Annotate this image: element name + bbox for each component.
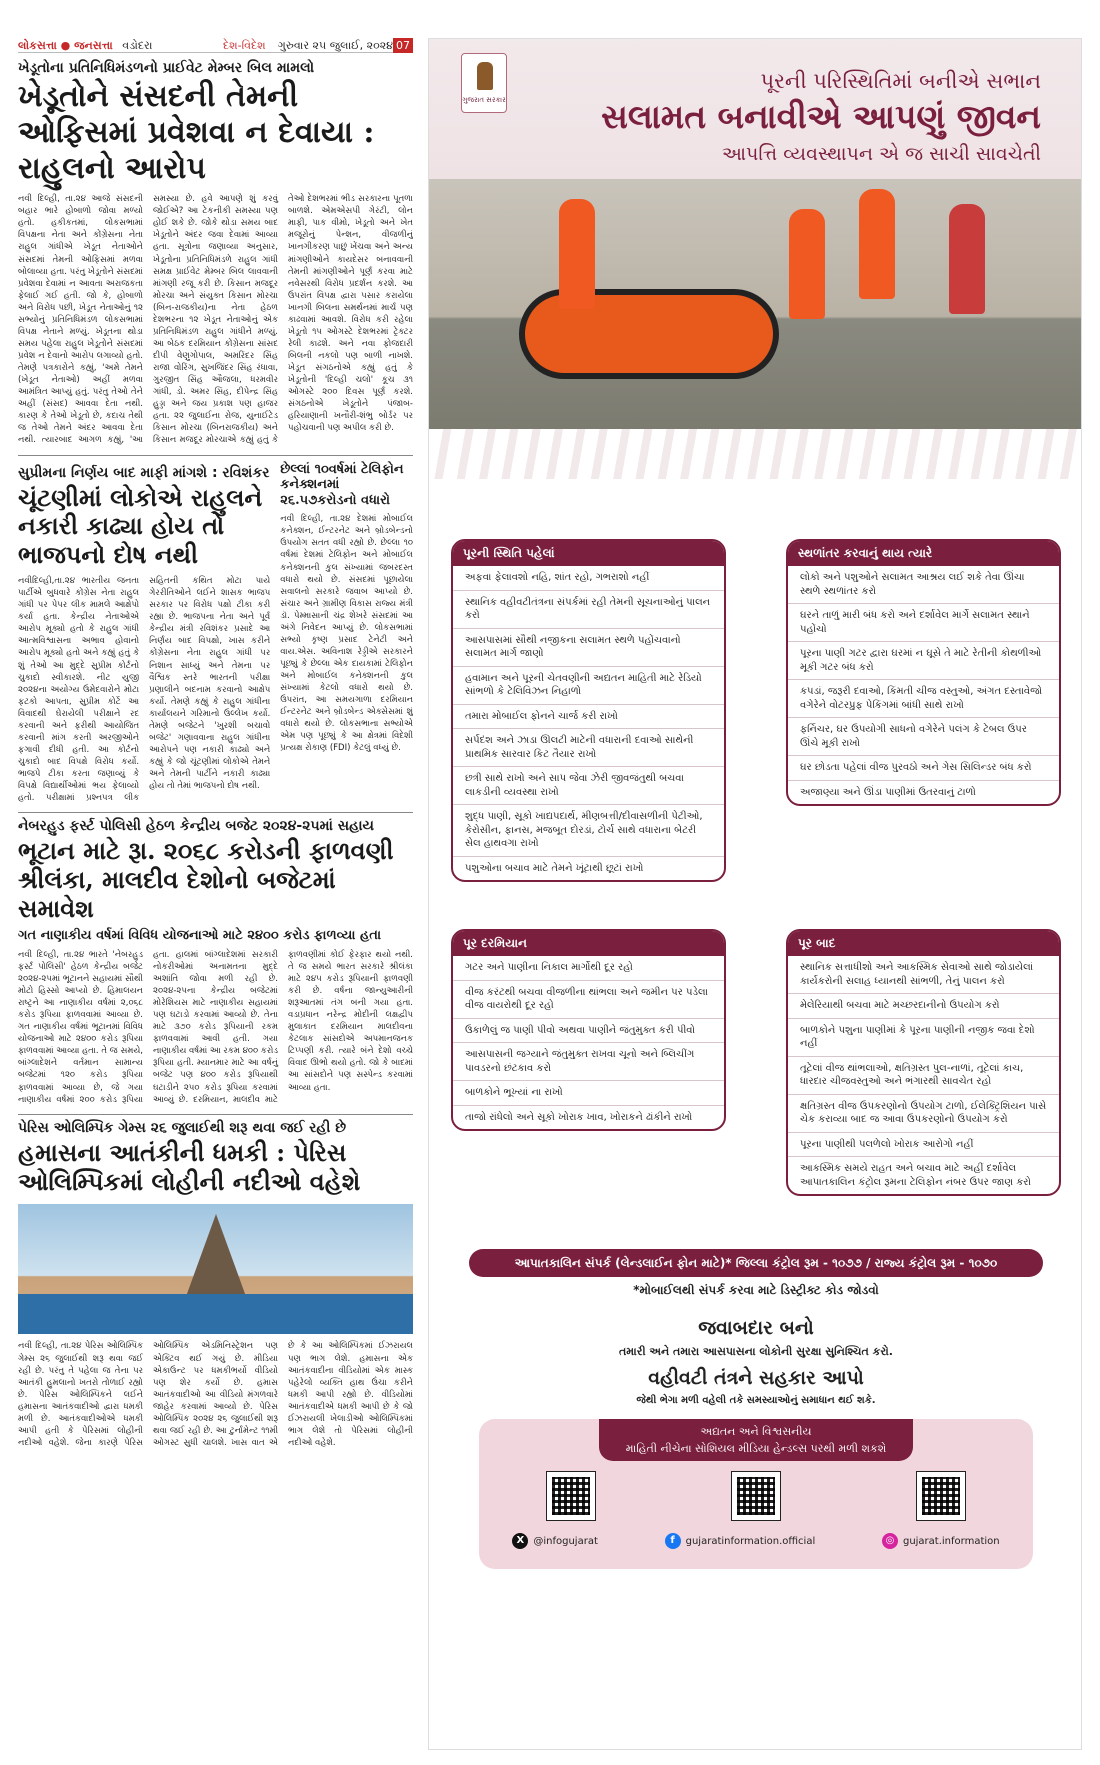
social-heading bbox=[599, 1419, 913, 1461]
advice-item: પૂરના પાણી ગટર દ્વારા ઘરમાં ન ઘૂસે તે માટે રેતીની કોથળીઓ મૂકી ગટર બંધ કરો bbox=[788, 642, 1059, 680]
card-during-flood bbox=[451, 929, 726, 1131]
advice-item: સ્થાનિક વહીવટીતંત્રના સંપર્કમાં રહી તેમની સૂચનાઓનું પાલન કરો bbox=[453, 591, 724, 629]
article-kicker: પેરિસ ઓલિમ્પિક ગેમ્સ ૨૬ જુલાઈથી શરૂ થવા જઈ રહી છે bbox=[18, 1119, 347, 1136]
social-heading-line: અદ્યતન અને વિશ્વસનીય bbox=[700, 1425, 812, 1438]
section-label: દેશ-વિદેશ bbox=[223, 39, 266, 52]
facebook-icon: f bbox=[665, 1533, 681, 1549]
advert-title: સલામત બનાવીએ આપણું જીવન bbox=[601, 97, 1041, 136]
advice-item: લોકો અને પશુઓને સલામત આશ્રય લઈ શકે તેવા ઊંચા સ્થળે સ્થળાંતર કરો bbox=[788, 566, 1059, 604]
be-responsible-subtitle: તમારી અને તમારા આસપાસના લોકોની સુરક્ષા સુનિશ્ચિત કરો. bbox=[619, 1345, 893, 1358]
advert-banner bbox=[429, 39, 1081, 479]
article-headline: છેલ્લાં ૧૦વર્ષમાં ટેલિફોન કનેક્શનમાં ૨૬.૫૭કરોડનો વધારો bbox=[280, 461, 404, 508]
article-headline: ખેડૂતોને સંસદની તેમની ઓફિસમાં પ્રવેશવા ન દેવાયા : રાહુલનો આરોપ bbox=[18, 79, 375, 187]
article-bhutan bbox=[18, 812, 413, 1105]
article-paris-olympics bbox=[18, 1114, 413, 1449]
advice-item: ઘરને તાળું મારી બંધ કરો અને દર્શાવેલ માર્ગે સલામત સ્થાને પહોંચો bbox=[788, 604, 1059, 642]
advert-tagline: આપત્તિ વ્યવસ્થાપન એ જ સાચી સાવચેતી bbox=[721, 143, 1041, 165]
qr-code-icon[interactable] bbox=[731, 1471, 781, 1521]
article-headline: હમાસના આતંકીની ધમકી : પેરિસ ઓલિમ્પિકમાં લોહીની નદીઓ વહેશે bbox=[18, 1137, 361, 1196]
mobile-contact-note: *મોબાઈલથી સંપર્ક કરવા માટે ડિસ્ટ્રીક્ટ કોડ જોડવો bbox=[633, 1283, 879, 1297]
rescue-boat-photo bbox=[429, 179, 1082, 429]
advice-item: વીજ કરંટથી બચવા વીજળીના થાંભલા અને જમીન પર પડેલા વીજ વાયરોથી દૂર રહો bbox=[453, 981, 724, 1019]
article-telephone bbox=[280, 460, 413, 805]
card-title: પૂર દરમિયાન bbox=[453, 931, 724, 956]
article-kicker: ખેડૂતોના પ્રતિનિધિમંડળનો પ્રાઈવેટ મેમ્બર બિલ મામલો bbox=[18, 60, 315, 76]
card-after-flood bbox=[786, 929, 1061, 1196]
social-handles-row bbox=[479, 1533, 1033, 1549]
article-body: નવી દિલ્હી, તા.૨૪ પેરિસ ઓલિમ્પિક ગેમ્સ ૨૬ જુલાઈથી શરૂ થવા જઈ રહી છે. પરંતુ તે પહેલા જ તેના પર આતંકી હુમલાનો ખતરો તોળાઈ રહ્યો છે. પેરિસ ઓલિમ્પિકને લઈને હમાસના આતંકવાદીઓ દ્વારા ધમકી મળી છે. આતંકવાદીઓએ ધમકી આપી હતી કે પેરિસમાં લોહીની નદીઓ વહેશે. જેના કારણે પેરિસ ઓલિમ્પિક એડમિનિસ્ટ્રેશન પણ એક્ટિવ થઈ ગયું છે. મીડિયા એકાઉન્ટ પર ધમકીભર્યો વીડિયો પણ શેર કર્યો છે. હમાસ આતંકવાદીઓ આ વીડિયો મંગળવારે જાહેર કરવામાં આવ્યો છે. પેરિસ ઓલિમ્પિક ૨૦૨૪ ૨૬ જુલાઈથી શરૂ થવા જઈ રહી છે. આ ટુર્નામેન્ટ ૧૧મી ઓગસ્ટ સુધી ચાલશે. ખાસ વાત એ છે કે આ ઓલિમ્પિકમાં ઈઝરાયલ પણ ભાગ લેશે. હમાસના એક આતંકવાદીના વીડિયોમાં એક માસ્ક પહેરેલો વ્યક્તિ હાથ ઉંચા કરીને ધમકી આપી રહ્યો છે. વીડિયોમાં આતંકવાદીએ ધમકી આપી છે કે જો ઈઝરાયલી ખેલાડીઓ ઓલિમ્પિકમાં ભાગ લેશે તો પેરિસમાં લોહીની નદીઓ વહેશે. bbox=[18, 1341, 413, 1448]
advice-item: બાળકોને ભૂખ્યાં ના રાખો bbox=[453, 1081, 724, 1106]
advert-kicker: પૂરની પરિસ્થિતિમાં બનીએ સભાન bbox=[760, 69, 1041, 93]
villager-figure bbox=[949, 204, 985, 314]
advice-item: અફવા ફેલાવશો નહિ, શાંત રહો, ગભરાશો નહીં bbox=[453, 566, 724, 591]
flood-safety-advertisement bbox=[428, 38, 1082, 1750]
edition-label: વડોદરા bbox=[122, 39, 153, 52]
advice-item: તૂટેલાં વીજ થાંભલાઓ, ક્ષતિગ્રસ્ત પુલ-નાળાં, તૂટેલાં કાચ, ધારદાર ચીજવસ્તુઓ અને ભંગારથી સાવચેત રહો bbox=[788, 1057, 1059, 1095]
advice-item: પશુઓના બચાવ માટે તેમને ખૂંટાથી છૂટાં રાખો bbox=[465, 862, 644, 874]
qr-code-icon[interactable] bbox=[546, 1471, 596, 1521]
rescuer-figure bbox=[789, 209, 825, 319]
article-body: નવી દિલ્હી, તા.૨૪ દેશમાં મોબાઈલ કનેક્શન, ઈન્ટરનેટ અને બ્રોડબેન્ડનો ઉપયોગ સતત વધી રહ્યો છે. છેલ્લા ૧૦ વર્ષમાં દેશમાં ટેલિફોન અને મોબાઈલ કનેક્શનની કુલ સંખ્યામાં જબરદસ્ત વધારો થયો છે. સંસદમાં પૂછાયેલા સવાલનો સરકારે જવાબ આપ્યો છે. સંચાર અને ગ્રામીણ વિકાસ રાજ્ય મંત્રી ડૉ. પેમ્માસાની ચંદ્ર શેખરે સંસદમાં આ અંગે નિવેદન આપ્યું છે. લોકસભામાં સભ્યો કૃષ્ણ પ્રસાદ ટેનેટી અને વાય.એસ. અવિનાશ રેડ્ડીએ સરકારને પૂછ્યું કે છેલ્લા એક દાયકામાં ટેલિફોન અને મોબાઈલ કનેક્શનની કુલ સંખ્યામાં કેટલો વધારો થયો છે. ઉપરાંત, આ સમયગાળા દરમિયાન ઈન્ટરનેટ અને બ્રોડબેન્ડ એક્સેસમાં શું વધારો થયો છે. લોકસભાના સભ્યોએ એમ પણ પૂછ્યું કે આ ક્ષેત્રમાં વિદેશી પ્રત્યક્ષ રોકાણ (FDI) કેટલું વધ્યું છે. bbox=[280, 514, 413, 754]
article-rahul-rejected bbox=[18, 460, 270, 805]
card-title: પૂરની સ્થિતિ પહેલાં bbox=[453, 541, 724, 566]
advice-item: ઉકાળેલું જ પાણી પીવો અથવા પાણીને જંતુમુક્ત કરી પીવો bbox=[453, 1019, 724, 1044]
qr-code-icon[interactable] bbox=[916, 1471, 966, 1521]
advice-item: ફર્નિચર, ઘર ઉપયોગી સાધનો વગેરેને પલંગ કે ટેબલ ઉપર ઊંચે મૂકી રાખો bbox=[788, 718, 1059, 756]
rescuer-figure bbox=[859, 189, 895, 299]
article-body: નવી દિલ્હી, તા.૨૪ ભારતે 'નેબરહુડ ફર્સ્ટ પોલિસી' હેઠળ કેન્દ્રીય બજેટ ૨૦૨૪-૨૫માં ભૂટાનને સહાયમાં સૌથી મોટો હિસ્સો આપ્યો છે. હિમાલયન રાષ્ટ્રને આ નાણાકીય વર્ષમાં ૨,૦૬૮ કરોડ રૂપિયા ફાળવવામાં આવ્યા છે. ગત નાણાકીય વર્ષમાં ભૂટાનમાં વિવિધ યોજનાઓ માટે ૨૪૦૦ કરોડ રૂપિયા ફાળવવામાં આવ્યા હતા. તે જ સમયે, બાંગ્લાદેશને વર્તમાન સામાન્ય બજેટમાં ૧૨૦ કરોડ રૂપિયા ફાળવવામાં આવ્યા છે, જે ગયા નાણાકીય વર્ષમાં ૨૦૦ કરોડ રૂપિયા હતા. હાલમાં બાંગ્લાદેશમાં સરકારી નોકરીઓમાં અનામતના મુદ્દે અશાંતિ જોવા મળી રહી છે. ૨૦૨૪-૨૫ના કેન્દ્રીય બજેટમાં મોરેશિયસ માટે નાણાકીય સહાયમાં પણ ઘટાડો કરવામાં આવ્યો છે. તેના માટે ૩૭૦ કરોડ રૂપિયાની રકમ ફાળવવામાં આવી હતી. ગયા નાણાકીય વર્ષમાં આ રકમ ૪૦૦ કરોડ રૂપિયા હતી. મ્યાનમાર માટે આ વર્ષનું બજેટ પણ ૪૦૦ કરોડ રૂપિયાથી ઘટાડીને ૨૫૦ કરોડ રૂપિયા કરવામાં આવ્યું છે. દરમિયાન, માલદીવ માટે ફાળવણીમાં કોઈ ફેરફાર થયો નથી. તે જ સમયે ભારત સરકારે શ્રીલંકા માટે ૨૪૫ કરોડ રૂપિયાની ફાળવણી કરી છે. વર્ષના જાન્યુઆરીની શરૂઆતમાં તંગ બની ગયા હતા. વડાપ્રધાન નરેન્દ્ર મોદીની લક્ષદ્વીપ મુલાકાત દરમિયાન માલદીવના કેટલાક સાંસદોએ અપમાનજનક ટિપ્પણી કરી. ત્યારે બંને દેશો વચ્ચે વિવાદ ઊભો થયો હતો. જો કે બાદમાં આ સાંસદોને પણ સસ્પેન્ડ કરવામાં આવ્યા હતા. bbox=[18, 949, 413, 1105]
issue-date: ગુરુવાર ૨૫ જુલાઈ, ૨૦૨૪ bbox=[277, 39, 393, 52]
handle-text: gujaratinformation.official bbox=[685, 1535, 816, 1547]
advice-item: ક્ષતિગ્રસ્ત વીજ ઉપકરણોનો ઉપયોગ ટાળો, ઈલેક્ટ્રિશિયન પાસે ચેક કરાવ્યા બાદ જ આવા ઉપકરણોનો ઉપયોગ કરો bbox=[788, 1095, 1059, 1133]
cooperate-subtitle: જેથી ભેગા મળી વહેલી તકે સમસ્યાઓનું સમાધાન થઈ શકે. bbox=[636, 1395, 876, 1406]
card-list bbox=[788, 566, 1059, 804]
newspaper-logo: લોકસત્તા ● જનસત્તા bbox=[18, 39, 113, 52]
social-handle-facebook[interactable] bbox=[665, 1533, 816, 1549]
card-list bbox=[453, 956, 724, 1129]
advice-item: ગટર અને પાણીના નિકાલ માર્ગોથી દૂર રહો bbox=[453, 956, 724, 981]
card-before-flood bbox=[451, 539, 726, 882]
advice-item: મેલેરિયાથી બચવા માટે મચ્છરદાનીનો ઉપયોગ કરો bbox=[788, 994, 1059, 1019]
card-list bbox=[453, 566, 724, 880]
eiffel-tower-photo bbox=[18, 1204, 413, 1334]
advice-item: આસપાસમાં સૌથી નજીકના સલામત સ્થળે પહોંચવાનો સલામત માર્ગ જાણો bbox=[453, 629, 724, 667]
card-title: સ્થળાંતર કરવાનું થાય ત્યારે bbox=[788, 541, 1059, 566]
qr-code-row bbox=[479, 1471, 1033, 1521]
advice-item: શુદ્ધ પાણી, સૂકો ખાદ્યપદાર્થ, મીણબત્તી/દીવાસળીની પેટીઓ, કેરોસીન, ફાનસ, મજબૂત દોરડાં, ટોર્ચ સાથે વધારાના બેટરી સેલ હાથવગા રાખો bbox=[453, 805, 724, 857]
social-handle-instagram[interactable] bbox=[882, 1533, 1000, 1549]
social-heading-line: માહિતી નીચેના સોશિયલ મીડિયા હેન્ડલ્સ પરથી મળી શકશે bbox=[625, 1442, 887, 1455]
social-media-panel bbox=[479, 1419, 1033, 1569]
article-subhead: ગત નાણાકીય વર્ષમાં વિવિધ યોજનાઓ માટે ૨૪૦૦ કરોડ ફાળવ્યા હતા bbox=[18, 927, 382, 943]
stadium-stands-shape bbox=[18, 1294, 413, 1334]
advice-item: કપડાં, જરૂરી દવાઓ, કિંમતી ચીજ વસ્તુઓ, અંગત દસ્તાવેજો વગેરેને વોટરપ્રુફ પેકિંગમાં બાંધી સાથે રાખો bbox=[788, 680, 1059, 718]
card-evacuation bbox=[786, 539, 1061, 806]
torn-paper-edge bbox=[429, 429, 1082, 479]
rescuer-figure bbox=[559, 199, 595, 309]
article-body: નવી દિલ્હી, તા.૨૪ આજે સંસદની બહાર ભારે હોબાળો જોવા મળ્યો હતો. હકીકતમાં, લોકસભામાં વિપક્ષના નેતા અને કોંગ્રેસના નેતા રાહુલ ગાંધીએ ખેડૂત નેતાઓને સંસદમાં તેમની ઓફિસમાં મળવા બોલાવ્યા હતા. પરંતુ ખેડૂતોને સંસદમાં પ્રવેશવા દેવામાં ન આવતા અરાજકતા ફેલાઈ ગઈ હતી. જો કે, હોબાળો અને વિરોધ પછી, ખેડૂત નેતાઓનું ૧૨ સભ્યોનું પ્રતિનિધિમંડળ લોકસભામાં વિપક્ષ નેતાને મળ્યું. ખેડૂતના થોડા સમય પહેલા રાહુલ ખેડૂતોને સંસદમાં પ્રવેશ ન દેવાનો આરોપ લગાવ્યો હતો. તેમણે પત્રકારોને કહ્યું, 'અમે તેમને (ખેડૂત નેતાઓ) અહીં મળવા આમંત્રિત આપ્યું હતું. પરંતુ તેઓ તેને અહીં (સંસદ) આવવા દેતા નથી. કારણ કે તેઓ ખેડૂતો છે, કદાચ તેથી જ તેઓ તેમને અંદર આવવા દેતા નથી. ત્યારબાદ આગળ કહ્યું, 'આ સમસ્યા છે. હવે આપણે શું કરવું જોઈએ? આ ટેકનીકી સમસ્યા પણ હોઈ શકે છે. જોકે થોડા સમય બાદ ખેડૂતોને અંદર જવા દેવામાં આવ્યા હતા. સૂત્રોના જણાવ્યા અનુસાર, ખેડૂતોના પ્રતિનિધિમંડળે રાહુલ ગાંધી સમક્ષ પ્રાઈવેટ મેમ્બર બિલ લાવવાની માંગણી રજૂ કરી છે. કિસાન મજદૂર મોરચા અને સંયુક્ત કિસાન મોરચા (બિન-રાજકીય)ના નેતા હેઠળ દેશભરના ૧૨ ખેડૂત નેતાઓનું એક પ્રતિનિધિમંડળ રાહુલ ગાંધીને મળ્યું. આ બેઠક દરમિયાન કોંગ્રેસના સાંસદ દીપી વેણુગોપાલ, અમરિંદર સિંહ રાજા વોરિંગ, સુખજિંદર સિંહ રંધાવા, ગુરજીત સિંહ ઔજલા, ધરમવીર ગાંધી, ડો. અમર સિંહ, દીપેન્દ્ર સિંહ હુડ્ડા અને જય પ્રકાશ પણ હાજર હતા. ૨૨ જુલાઈના રોજ, યુનાઈટેડ કિસાન મોરચા (બિનરાજકીય) અને કિસાન મજદૂર મોરચાએ કહ્યું હતું કે તેઓ દેશભરમાં ભીડ સરકારના પૂતળા બાળશે. એમએસપી ગેરંટી, લોન માફી, પાક વીમો, ખેડૂતો અને ખેત મજૂરોનું પેન્શન, વીજળીનું ખાનગીકરણ પાછું ખેંચવા અને અન્ય માંગણીઓને કાયદેસર બનાવવાની તેમની માંગણીઓને પૂર્ણ કરવા માટે નવેસરથી વિરોધ પ્રદર્શન કરશે. આ ઉપરાંત વિપક્ષ દ્વારા પસાર કરાયેલા ખાનગી બિલના સમર્થનમાં માર્ચ પણ કાઢવામાં આવશે. વિરોધ કરી રહેલા ખેડૂતો ૧૫ ઓગસ્ટે દેશભરમાં ટ્રેક્ટર રેલી કાઢશે. અને નવા ફોજદારી બિલની નકલો પણ બાળી નાખશે. ખેડૂત સંગઠનોએ કહ્યું હતું કે ખેડૂતોની 'દિલ્હી ચલો' કૂચ ૩૧ ઓગસ્ટે ૨૦૦ દિવસ પૂર્ણ કરશે. સંગઠનોએ ખેડૂતોને પંજાબ-હરિયાણાની ખનૌરી-શંભુ બોર્ડર પર પહોંચવાની પણ અપીલ કરી છે. bbox=[18, 194, 413, 446]
advice-item: પૂરના પાણીથી પલળેલો ખોરાક આરોગો નહીં bbox=[788, 1133, 1059, 1158]
x-logo-icon: X bbox=[512, 1533, 528, 1549]
advice-item: સર્પદંશ અને ઝાડા ઊલટી માટેની વધારાની દવાઓ સાથેની પ્રાથમિક સારવાર કિટ તૈયાર રાખો bbox=[453, 729, 724, 767]
social-handle-x[interactable] bbox=[512, 1533, 598, 1549]
advice-item: સ્થાનિક સત્તાધીશો અને આકસ્મિક સેવાઓ સાથે જોડાયેલાં કાર્યકરોની સલાહ ધ્યાનથી સાંભળી, તેનું પાલન કરો bbox=[788, 956, 1059, 994]
advice-item: આસપાસની જગ્યાને જંતુમુક્ત રાખવા ચૂનો અને બ્લિચીંગ પાવડરનો છંટકાવ કરો bbox=[453, 1043, 724, 1081]
article-farmers bbox=[18, 59, 413, 447]
article-headline: ભૂટાન માટે રૂા. ૨૦૬૮ કરોડની ફાળવણી શ્રીલંકા, માલદીવ દેશોનો બજેટમાં સમાવેશ bbox=[18, 836, 394, 924]
advice-item: બાળકોને પશુના પાણીમાં કે પૂરના પાણીની નજીક જવા દેશો નહીં bbox=[788, 1019, 1059, 1057]
cooperate-title: વહીવટી તંત્રને સહકાર આપો bbox=[648, 1367, 864, 1389]
advice-item: અજાણ્યા અને ઊંડા પાણીમાં ઉતરવાનું ટાળો bbox=[800, 786, 976, 798]
advice-item: ઘર છોડતા પહેલાં વીજ પુરવઠો અને ગેસ સિલિન્ડર બંધ કરો bbox=[788, 756, 1059, 781]
advice-item: આકસ્મિક સમયે રાહત અને બચાવ માટે અહીં દર્શાવેલ આપાતકાલિન કંટ્રોલ રૂમના ટેલિફોન નંબર ઉપર જાણ કરો bbox=[800, 1163, 1031, 1188]
advice-item: છત્રી સાથે રાખો અને સાપ જેવા ઝેરી જીવજંતુથી બચવા લાકડીની વ્યવસ્થા રાખો bbox=[453, 767, 724, 805]
emergency-contact-banner: આપાતકાલિન સંપર્ક (લેન્ડલાઈન ફોન માટે)* જિલ્લા કંટ્રોલ રૂમ - ૧૦૭૭ / રાજ્ય કંટ્રોલ રૂમ - ૧૦૭૦ bbox=[469, 1249, 1043, 1277]
advice-item: તાજો રાંધેલો અને સૂકો ખોરાક ખાવ, ખોરાકને ઢાંકીને રાખો bbox=[465, 1111, 693, 1123]
news-column bbox=[18, 55, 413, 1747]
masthead bbox=[18, 38, 413, 53]
handle-text: gujarat.information bbox=[902, 1535, 1000, 1547]
card-title: પૂર બાદ bbox=[788, 931, 1059, 956]
advice-item: હવામાન અને પૂરની ચેતવણીની અદ્યતન માહિતી માટે રેડિયો સાંભળો કે ટેલિવિઝન નિહાળો bbox=[453, 667, 724, 705]
instagram-icon: ◎ bbox=[882, 1533, 898, 1549]
be-responsible-title: જવાબદાર બનો bbox=[698, 1317, 814, 1339]
article-headline: ચૂંટણીમાં લોકોએ રાહુલને નકારી કાઢ્યા હોય તો ભાજપનો દોષ નથી bbox=[18, 482, 263, 570]
article-kicker: નેબરહુડ ફર્સ્ટ પોલિસી હેઠળ કેન્દ્રીય બજેટ ૨૦૨૪-૨૫માં સહાય bbox=[18, 818, 374, 835]
article-row bbox=[18, 455, 413, 805]
government-emblem-icon: ગુજરાત સરકાર bbox=[461, 53, 507, 113]
page-number: 07 bbox=[393, 38, 413, 53]
article-body: નવીદિલ્હી,તા.૨૪ ભારતીય જનતા પાર્ટીએ બુધવારે કોંગ્રેસ નેતા રાહુલ ગાંધી પર પેપર લીક મામલે આક્ષેપો કર્યા હતા. કેન્દ્રીય નેતાઓએ આરોપ મૂક્યો હતો કે રાહુલ ગાંધી આત્મવિશ્વાસના અભાવ હોવાનો આરોપ મૂક્યો હતો અને કહ્યું હતું કે શું તેઓ આ મુદ્દે સુપ્રીમ કોર્ટનો ચુકાદો સ્વીકારશે. નીટ યુજી ૨૦૨૪ના અયોગ્ય ઉમેદવારોને મોટા ફટકો આપતા, સુપ્રીમ કોર્ટે આ વિવાદથી ઘેરાયેલી પરીક્ષાને રદ કરવાની અને ફરીથી આયોજિત કરવાની માંગ કરતી અરજીઓને ફગાવી દીધી હતી. આ કોર્ટનો ચુકાદો બાદ વિપક્ષે વિરોધ કર્યો. ભાજપે ટીકા કરતા જણાવ્યું કે વિપક્ષે વિદ્યાર્થીઓમાં ભય ફેલાવ્યો હતો. પરીક્ષામાં પ્રશ્નપત્ર લીક સહિતની કથિત મોટા પાયે ગેરરીતિઓને લઈને શાસક ભાજપ સરકાર પર વિરોધ પક્ષો ટીકા કરી રહ્યા છે. ભાજપના નેતા અને પૂર્વ કેન્દ્રીય મંત્રી રવિશંકર પ્રસાદે આ નિર્ણય બાદ વિપક્ષો, ખાસ કરીને કોંગ્રેસના નેતા રાહુલ ગાંધી પર નિશાન સાધ્યું અને તેમના પર વૈશ્વિક સ્તરે ભારતની પરીક્ષા પ્રણાલીને બદનામ કરવાનો આક્ષેપ કર્યો. તેમણે કહ્યું કે રાહુલ ગાંધીના કાર્યાલયને ગરિમાનો ઉલ્લેખ કર્યો. તેમણે બજેટને 'ખુરશી બચાવો બજેટ' ગણાવવાના રાહુલ ગાંધીના આરોપને પણ નકારી કાઢ્યો અને કહ્યું કે જો ચૂંટણીમાં લોકોએ તેમને અને તેમની પાર્ટીને નકારી કાઢ્યા હોય તો તેમાં ભાજપનો દોષ નથી. bbox=[18, 576, 271, 804]
handle-text: @infogujarat bbox=[533, 1535, 598, 1547]
advice-item: તમારા મોબાઈલ ફોનને ચાર્જ કરી રાખો bbox=[453, 705, 724, 730]
card-list bbox=[788, 956, 1059, 1194]
article-kicker: સુપ્રીમના નિર્ણય બાદ માફી માંગશે : રવિશંકર bbox=[18, 464, 270, 481]
rescue-boat-shape bbox=[519, 289, 779, 379]
